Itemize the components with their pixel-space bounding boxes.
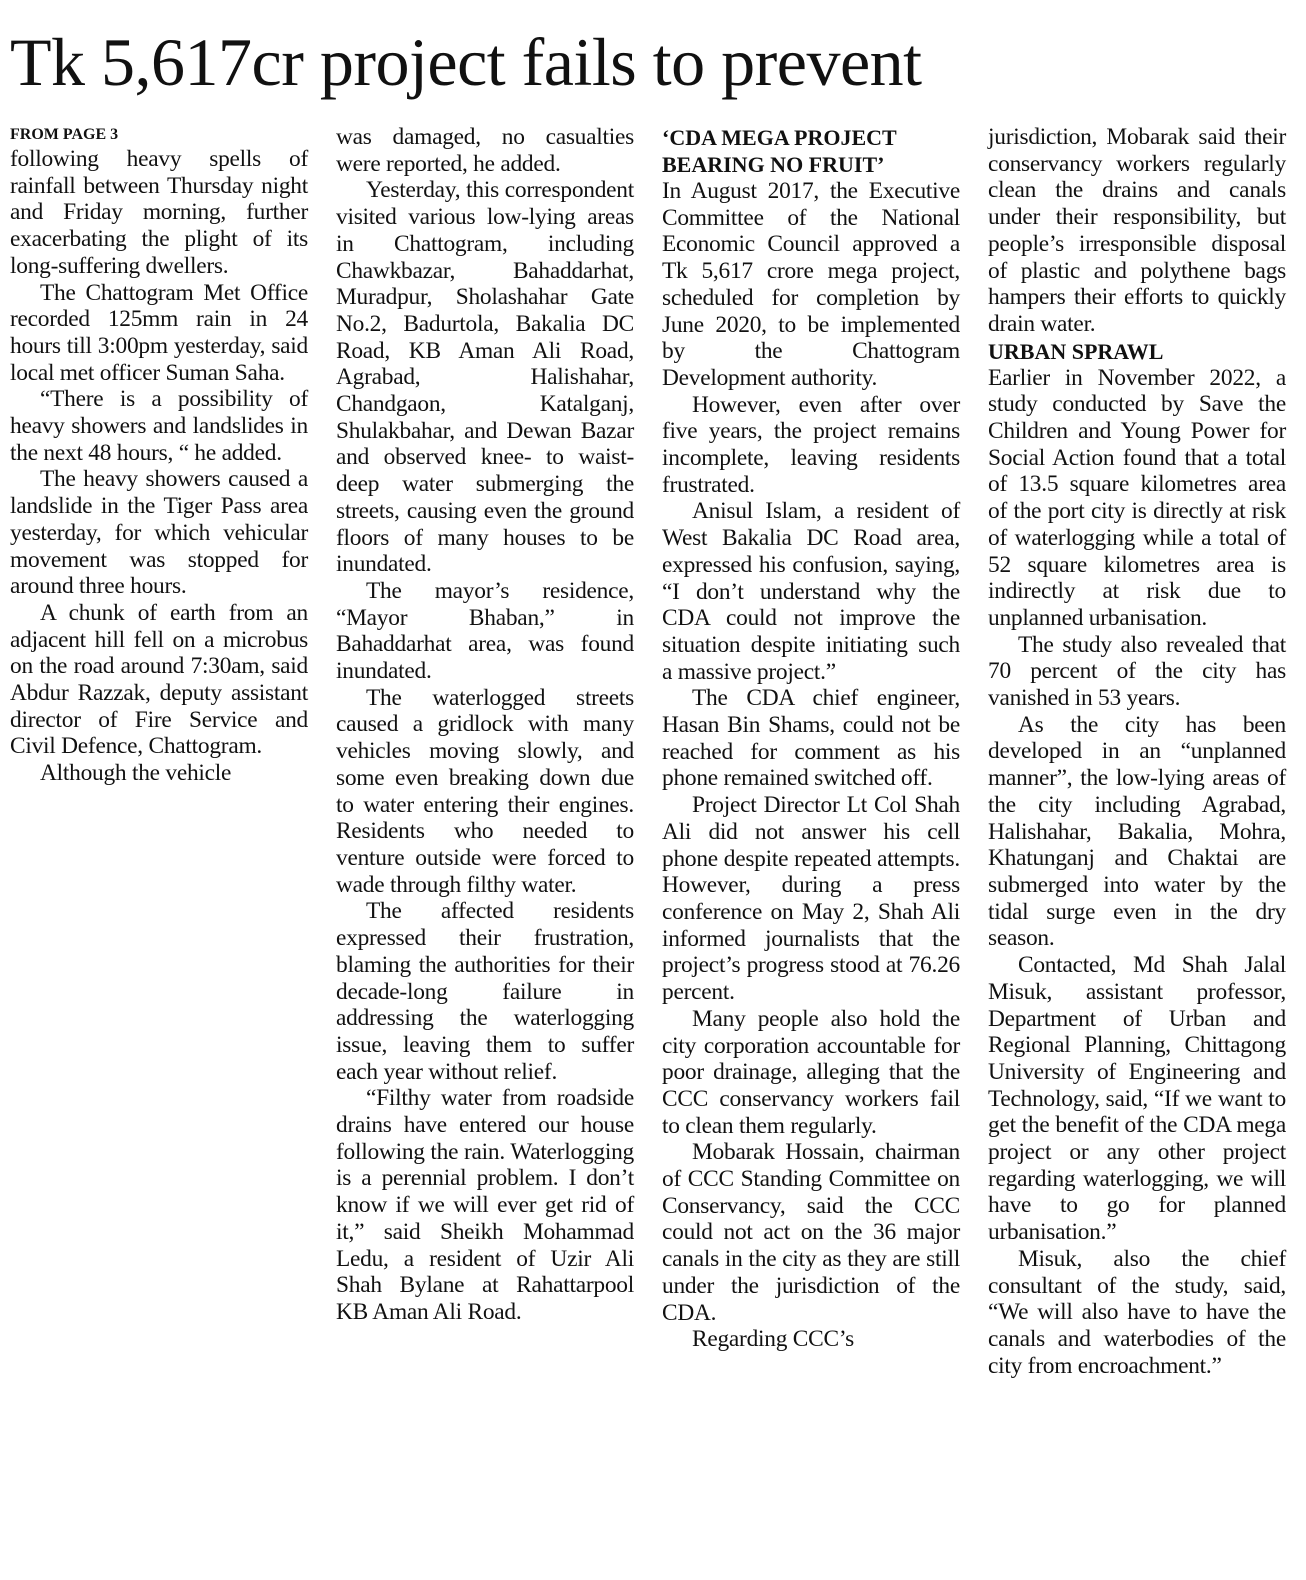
article-column-4 — [988, 124, 1286, 1379]
paragraph: The study also revealed that 70 percent of the city has vanished in 53 years. — [988, 631, 1286, 712]
article-column-3 — [662, 124, 960, 1353]
paragraph: The waterlogged streets caused a gridlock with many vehicles moving slowly, and some even breaking down due to water entering their engines. Residents who needed to venture outside were forced to wade through filthy water. — [336, 684, 634, 898]
paragraph: Project Director Lt Col Shah Ali did not answer his cell phone despite repeated attempts. However, during a press conference on May 2, Shah Ali informed journalists that the project’s progress stood at 76.26 percent. — [662, 792, 960, 1006]
section-subhead: ‘CDA MEGA PROJECT BEARING NO FRUIT’ — [662, 125, 897, 177]
paragraph: “Filthy water from roadside drains have entered our house following the rain. Waterlogging is a perennial problem. I don’t know if we will ever get rid of it,” said Sheikh Mohammad Ledu, a resident of Uzir Ali Shah Bylane at Rahattarpool KB Aman Ali Road. — [336, 1085, 634, 1325]
paragraph: Yesterday, this correspondent visited various low-lying areas in Chattogram, including Chawkbazar, Bahaddarhat, Muradpur, Sholashahar Gate No.2, Badurtola, Bakalia DC Road, KB Aman Ali Road, Agrabad, Halishahar, Chandgaon, Katalganj, Shulakbahar, and Dewan Bazar and observed knee- to waist-deep water submerging the streets, causing even the ground floors of many houses to be inundated. — [336, 177, 634, 578]
paragraph: The Chattogram Met Office recorded 125mm rain in 24 hours till 3:00pm yesterday, said local met officer Suman Saha. — [10, 279, 308, 386]
paragraph: A chunk of earth from an adjacent hill fell on a microbus on the road around 7:30am, said Abdur Razzak, deputy assistant director of Fire Service and Civil Defence, Chattogram. — [10, 599, 308, 760]
paragraph: In August 2017, the Executive Committee of the National Economic Council approved a Tk 5,617 crore mega project, scheduled for completion by June 2020, to be implemented by the Chattogram Development authority. — [662, 178, 960, 391]
paragraph: Although the vehicle — [40, 760, 232, 787]
paragraph: Misuk, also the chief consultant of the study, said, “We will also have to have the canals and waterbodies of the city from encroachment.” — [988, 1245, 1286, 1379]
paragraph: However, even after over five years, the project remains incomplete, leaving residents frustrated. — [662, 391, 960, 498]
headline: Tk 5,617cr project fails to prevent — [10, 24, 922, 100]
paragraph: following heavy spells of rainfall between Thursday night and Friday morning, further exacerbating the plight of its long-suffering dwellers. — [10, 146, 308, 279]
paragraph: “There is a possibility of heavy showers and landslides in the next 48 hours, “ he added. — [10, 386, 308, 466]
article-column-1 — [10, 124, 308, 787]
paragraph: was damaged, no casualties were reported, he added. — [336, 124, 634, 177]
paragraph: The CDA chief engineer, Hasan Bin Shams, could not be reached for comment as his phone remained switched off. — [662, 685, 960, 792]
article-column-2 — [336, 124, 634, 1326]
paragraph: jurisdiction, Mobarak said their conservancy workers regularly clean the drains and canals under their responsibility, but people’s irresponsible disposal of plastic and polythene bags hampers their efforts to quickly drain water. — [988, 124, 1286, 337]
continuation-kicker: FROM PAGE 3 — [10, 126, 119, 143]
paragraph: The heavy showers caused a landslide in the Tiger Pass area yesterday, for which vehicular movement was stopped for around three hours. — [10, 466, 308, 600]
paragraph: The mayor’s residence, “Mayor Bhaban,” in Bahaddarhat area, was found inundated. — [336, 577, 634, 685]
paragraph: The affected residents expressed their frustration, blaming the authorities for their decade-long failure in addressing the waterlogging issue, leaving them to suffer each year without relief. — [336, 898, 634, 1085]
paragraph: Regarding CCC’s — [692, 1326, 854, 1353]
section-subhead: URBAN SPRAWL — [988, 338, 1164, 364]
paragraph: Earlier in November 2022, a study conducted by Save the Children and Young Power for Social Action found that a total of 13.5 square kilometres area of the port city is directly at risk of waterlogging while a total of 52 square kilometres area is indirectly at risk due to unplanned urbanisation. — [988, 364, 1286, 631]
paragraph: Mobarak Hossain, chairman of CCC Standing Committee on Conservancy, said the CCC could not act on the 36 major canals in the city as they are still under the jurisdiction of the CDA. — [662, 1139, 960, 1326]
paragraph: As the city has been developed in an “unplanned manner”, the low-lying areas of the city including Agrabad, Halishahar, Bakalia, Mohra, Khatunganj and Chaktai are submerged into water by the tidal surge even in the dry season. — [988, 711, 1286, 952]
paragraph: Anisul Islam, a resident of West Bakalia DC Road area, expressed his confusion, saying, “I don’t understand why the CDA could not improve the situation despite initiating such a massive project.” — [662, 498, 960, 685]
paragraph: Contacted, Md Shah Jalal Misuk, assistant professor, Department of Urban and Regional Planning, Chittagong University of Engineering and Technology, said, “If we want to get the benefit of the CDA mega project or any other project regarding waterlogging, we will have to go for planned urbanisation.” — [988, 952, 1286, 1246]
paragraph: Many people also hold the city corporation accountable for poor drainage, alleging that the CCC conservancy workers fail to clean them regularly. — [662, 1005, 960, 1139]
